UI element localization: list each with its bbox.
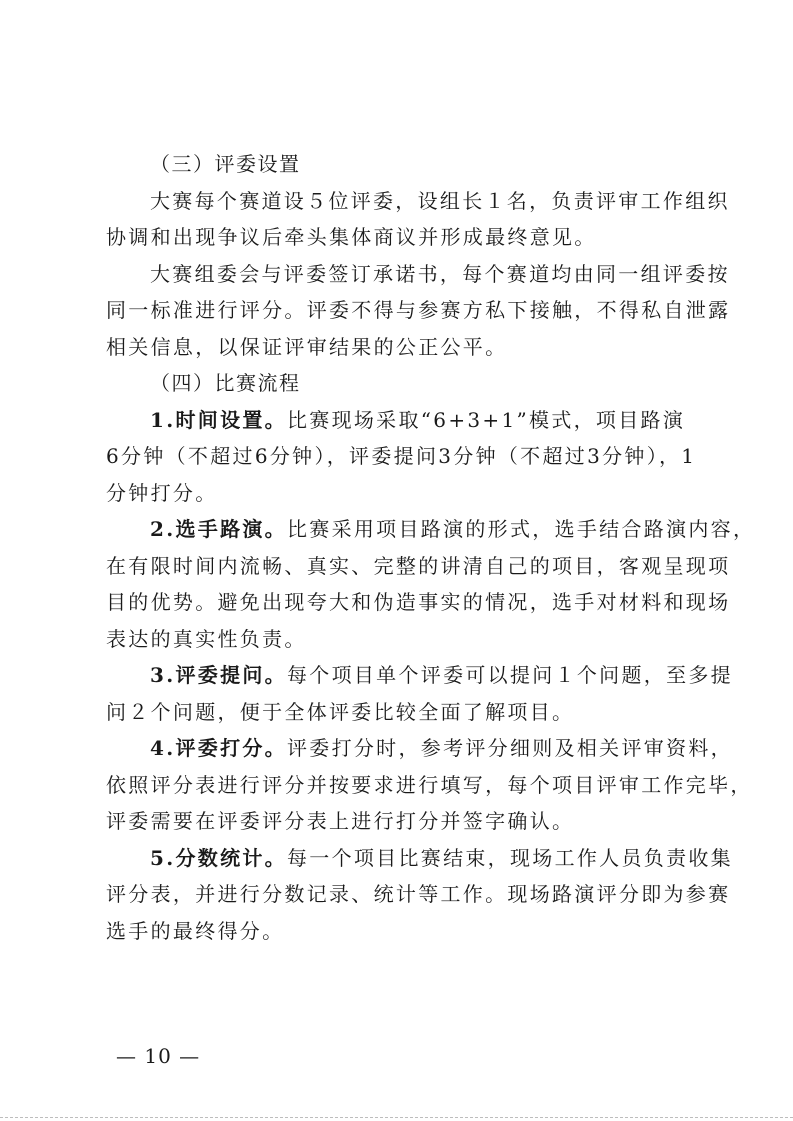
text-line [106,219,696,256]
document-body [106,146,756,949]
text-line [106,292,731,329]
line-text: 相关信息，以保证评审结果的公正公平。 [106,334,508,359]
line-text: 每一个项目比赛结束，现场工作人员负责收集 [286,845,733,870]
page-number: — 10 — [116,1044,201,1068]
text-line [106,438,696,475]
line-text: 目的优势。避免出现夸大和伪造事实的情况，选手对材料和现场 [106,590,731,614]
text-line [106,402,696,439]
line-text: （四）比赛流程 [150,371,301,395]
line-text: 协调和出现争议后牵头集体商议并形成最终意见。 [106,225,597,249]
line-text: 大赛组委会与评委签订承诺书，每个赛道均由同一组评委按 [150,261,730,286]
line-text: 比赛采用项目路演的形式，选手结合路演内容， [286,517,756,541]
line-text: 评委打分时，参考评分细则及相关评审资料， [286,736,733,760]
line-text: 分钟打分。 [106,480,218,505]
text-line [106,840,733,877]
text-line [106,584,731,621]
text-line [106,730,733,767]
line-text: 表达的真实性负责。 [106,626,307,651]
text-line [106,767,753,804]
text-line [106,329,696,366]
line-text: 大赛每个赛道设５位评委，设组长１名，负责评审工作组织 [150,188,730,213]
text-line [106,475,696,512]
text-line [106,511,756,548]
line-text: 问２个问题，便于全体评委比较全面了解项目。 [106,699,575,724]
section-heading [106,146,696,183]
item-lead: 5.分数统计。 [150,845,287,870]
line-text: 比赛现场采取“6+3+1”模式，项目路演 [286,407,686,432]
text-line [106,694,696,731]
line-text: 6分钟（不超过6分钟），评委提问3分钟（不超过3分钟），1 [106,444,697,468]
text-line [106,621,696,658]
item-lead: 3.评委提问。 [150,663,287,687]
line-text: （三）评委设置 [150,152,301,176]
text-line [106,548,731,585]
text-line [106,183,730,220]
text-line [106,256,730,293]
line-text: 在有限时间内流畅、真实、完整的讲清自己的项目，客观呈现项 [106,553,731,578]
item-lead: 1.时间设置。 [150,407,287,432]
line-text: 评委需要在评委评分表上进行打分并签字确认。 [106,809,575,833]
line-text: 同一标准进行评分。评委不得与参赛方私下接触，不得私自泄露 [106,298,731,322]
item-lead: 2.选手路演。 [150,517,287,541]
line-text: 依照评分表进行评分并按要求进行填写，每个项目评审工作完毕， [106,772,753,797]
section-heading [106,365,696,402]
text-line [106,876,731,913]
line-text: 选手的最终得分。 [106,918,285,943]
line-text: 每个项目单个评委可以提问１个问题，至多提 [286,663,733,687]
line-text: 评分表，并进行分数记录、统计等工作。现场路演评分即为参赛 [106,882,731,906]
text-line [106,657,733,694]
text-line [106,913,696,950]
text-line [106,803,696,840]
page-bottom-rule [0,1117,793,1118]
item-lead: 4.评委打分。 [150,736,287,760]
